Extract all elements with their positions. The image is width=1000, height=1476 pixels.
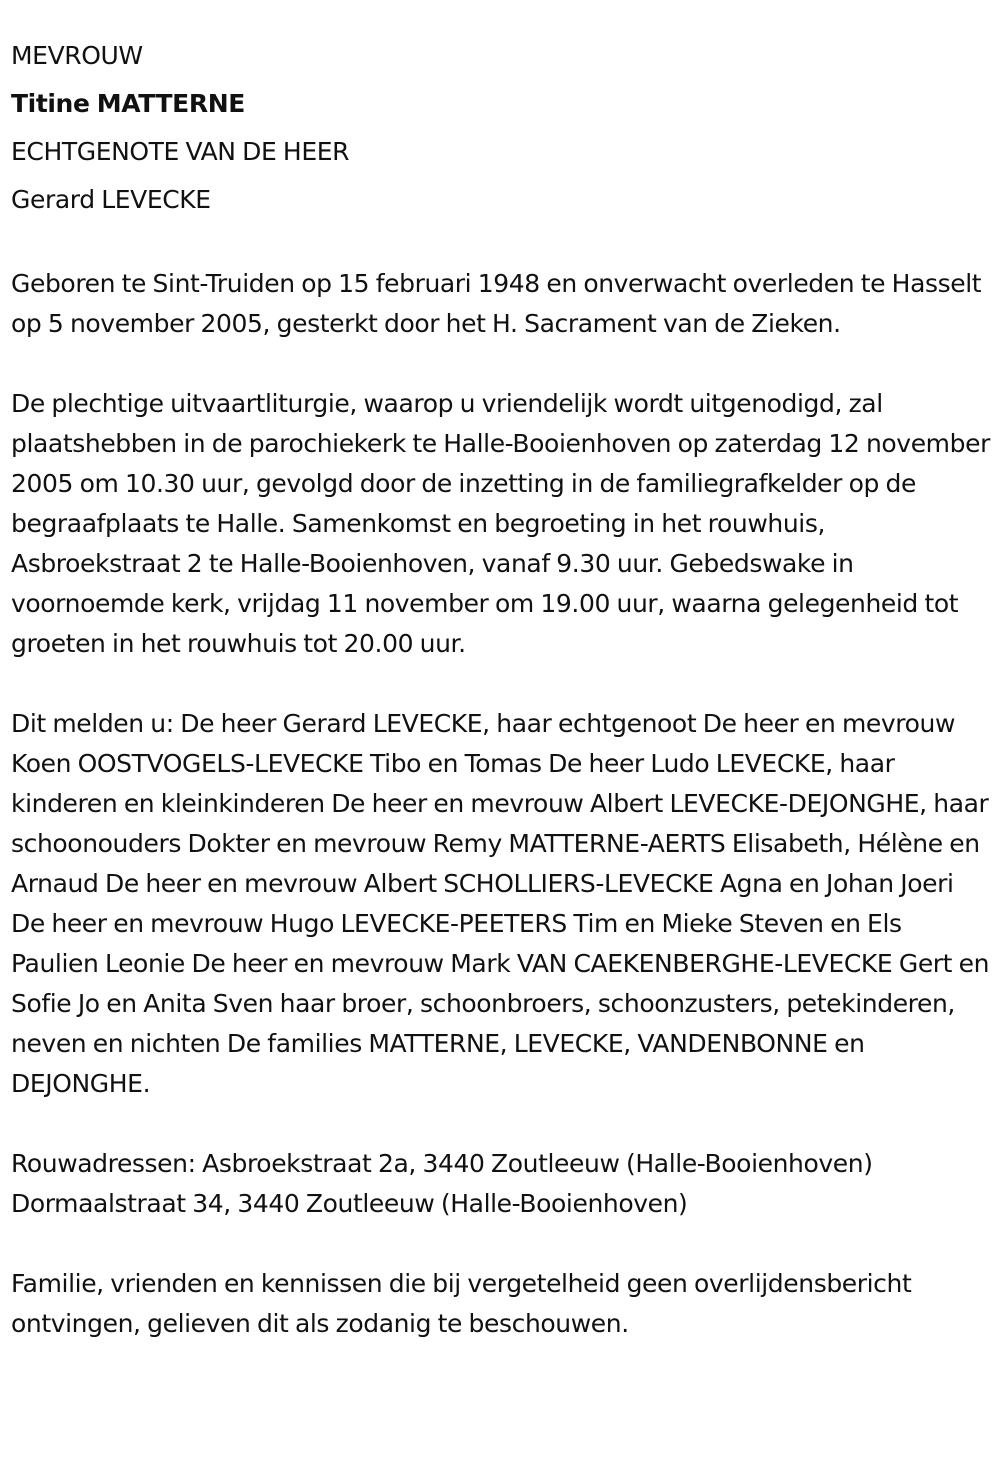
- death-notice: [11, 36, 993, 1344]
- address-line-1: Rouwadressen: Asbroekstraat 2a, 3440 Zoutleeuw (Halle-Booienhoven): [11, 1149, 873, 1178]
- relation-line: ECHTGENOTE VAN DE HEER: [11, 137, 350, 166]
- notice-title: MEVROUW: [11, 41, 143, 70]
- deceased-name: Titine MATTERNE: [11, 89, 245, 118]
- addresses-paragraph: [11, 1144, 993, 1224]
- family-paragraph: Dit melden u: De heer Gerard LEVECKE, haar echtgenoot De heer en mevrouw Koen OOSTVOGELS-LEVECKE Tibo en Tomas De heer Ludo LEVECKE, haar kinderen en kleinkinderen De heer en mevrouw Albert LEVECKE-DEJONGHE, haar schoonouders Dokter en mevrouw Remy MATTERNE-AERTS Elisabeth, Hélène en Arnaud De heer en mevrouw Albert SCHOLLIERS-LEVECKE Agna en Johan Joeri De heer en mevrouw Hugo LEVECKE-PEETERS Tim en Mieke Steven en Els Paulien Leonie De heer en mevrouw Mark VAN CAEKENBERGHE-LEVECKE Gert en Sofie Jo en Anita Sven haar broer, schoonbroers, schoonzusters, petekinderen, neven en nichten De families MATTERNE, LEVECKE, VANDENBONNE en DEJONGHE.: [11, 709, 990, 1098]
- closing-paragraph: Familie, vrienden en kennissen die bij vergetelheid geen overlijdensbericht ontvingen, gelieven dit als zodanig te beschouwen.: [11, 1269, 912, 1338]
- address-line-2: Dormaalstraat 34, 3440 Zoutleeuw (Halle-Booienhoven): [11, 1189, 688, 1218]
- funeral-paragraph: De plechtige uitvaartliturgie, waarop u vriendelijk wordt uitgenodigd, zal plaatshebben in de parochiekerk te Halle-Booienhoven op zaterdag 12 november 2005 om 10.30 uur, gevolgd door de inzetting in de familiegrafkelder op de begraafplaats te Halle. Samenkomst en begroeting in het rouwhuis, Asbroekstraat 2 te Halle-Booienhoven, vanaf 9.30 uur. Gebedswake in voornoemde kerk, vrijdag 11 november om 19.00 uur, waarna gelegenheid tot groeten in het rouwhuis tot 20.00 uur.: [11, 389, 990, 658]
- spouse-name: Gerard LEVECKE: [11, 185, 211, 214]
- birth-death-paragraph: Geboren te Sint-Truiden op 15 februari 1948 en onverwacht overleden te Hasselt op 5 november 2005, gesterkt door het H. Sacrament van de Zieken.: [11, 269, 982, 338]
